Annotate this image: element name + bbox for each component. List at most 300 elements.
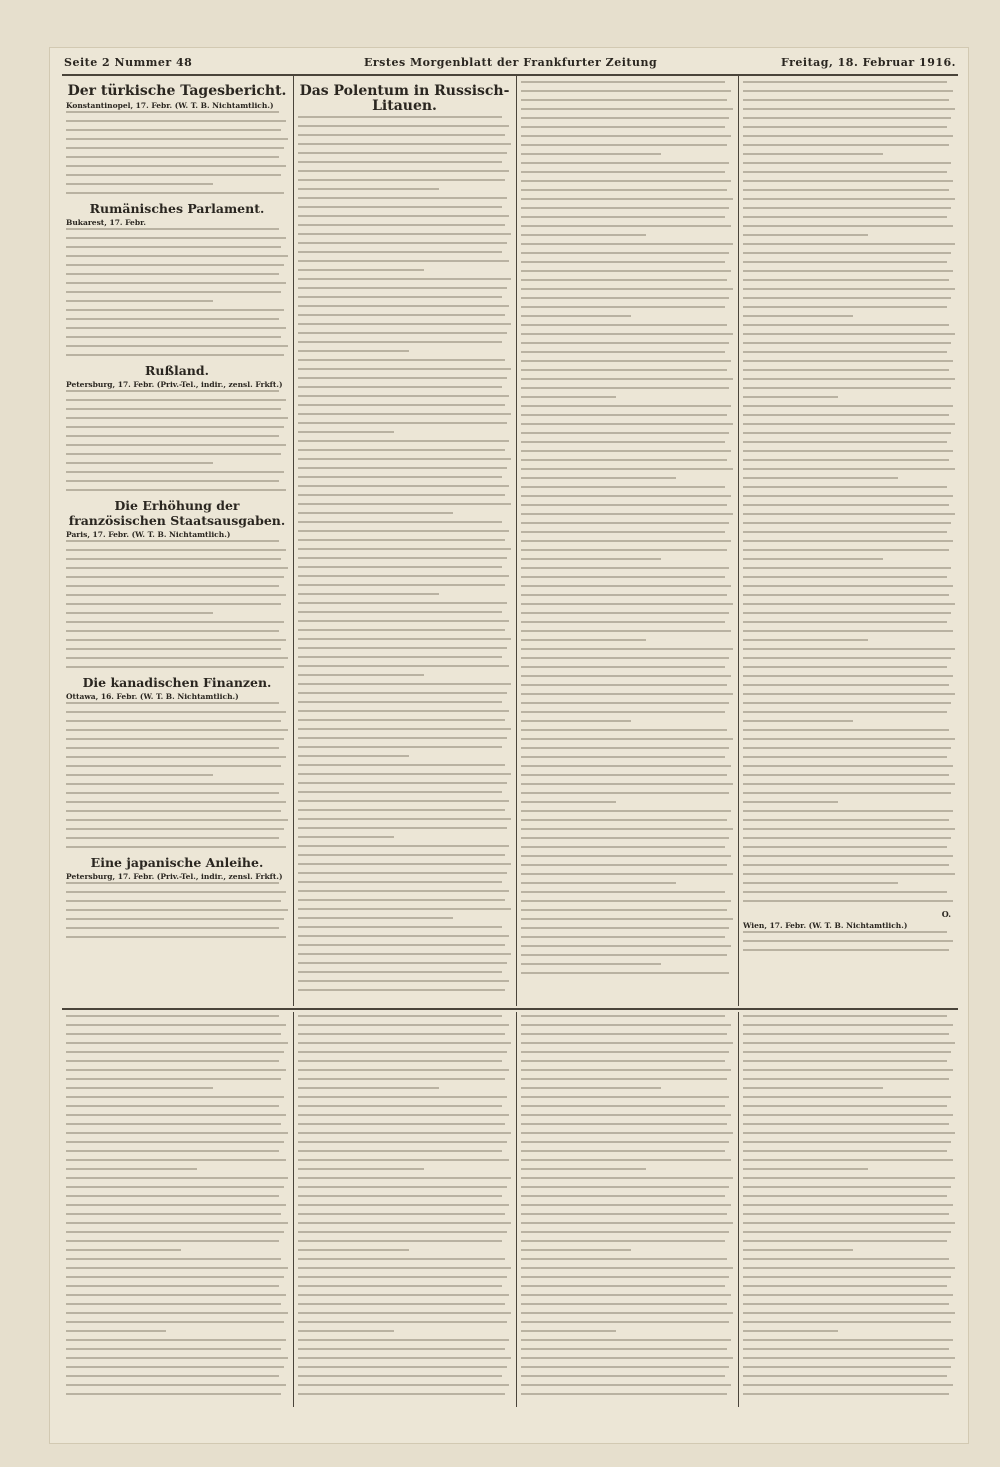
- text-line: [743, 315, 853, 317]
- text-line: [743, 1366, 951, 1368]
- text-line: [743, 1321, 951, 1323]
- text-line: [743, 801, 838, 803]
- text-line: [66, 147, 284, 149]
- text-line: [521, 1195, 725, 1197]
- text-line: [298, 179, 505, 181]
- text-line: [66, 891, 286, 893]
- text-line: [298, 1384, 509, 1386]
- text-line: [743, 828, 955, 830]
- text-line: [66, 1087, 213, 1089]
- text-line: [743, 207, 951, 209]
- text-line: [66, 900, 281, 902]
- text-line: [521, 387, 729, 389]
- section-heading: Die kanadischen Finanzen.: [82, 675, 272, 690]
- text-line: [298, 530, 509, 532]
- dateline: Konstantinopel, 17. Febr. (W. T. B. Nichtamtlich.): [66, 101, 274, 110]
- text-line: [743, 432, 951, 434]
- text-line: [521, 135, 731, 137]
- text-line: [521, 396, 616, 398]
- text-line: [743, 940, 953, 942]
- text-line: [521, 180, 731, 182]
- text-line: [743, 603, 955, 605]
- text-line: [298, 1339, 509, 1341]
- text-line: [521, 1177, 733, 1179]
- text-line: [298, 503, 511, 505]
- text-line: [66, 120, 286, 122]
- text-line: [66, 426, 284, 428]
- text-line: [66, 747, 279, 749]
- feuilleton-body: [298, 1015, 511, 1395]
- text-line: [66, 1132, 288, 1134]
- text-line: [521, 639, 646, 641]
- text-line: [743, 522, 951, 524]
- text-line: [521, 1348, 727, 1350]
- text-line: [743, 1168, 868, 1170]
- text-line: [66, 1303, 281, 1305]
- text-line: [66, 756, 286, 758]
- text-line: [521, 594, 727, 596]
- text-line: [66, 567, 288, 569]
- text-line: [298, 602, 507, 604]
- text-line: [521, 360, 731, 362]
- text-line: [521, 945, 731, 947]
- text-line: [521, 1321, 729, 1323]
- text-line: [66, 255, 288, 257]
- text-line: [743, 666, 947, 668]
- text-line: [743, 558, 883, 560]
- text-line: [298, 278, 511, 280]
- text-line: [521, 711, 725, 713]
- text-line: [66, 1249, 181, 1251]
- text-line: [298, 1015, 502, 1017]
- text-line: [298, 872, 507, 874]
- text-line: [66, 291, 281, 293]
- page-header: [64, 56, 956, 72]
- text-line: [743, 441, 947, 443]
- text-line: [66, 783, 284, 785]
- text-line: [66, 1105, 279, 1107]
- text-line: [66, 300, 213, 302]
- text-line: [743, 1285, 947, 1287]
- page-number: Seite 2 Nummer 48: [64, 56, 193, 69]
- text-line: [743, 108, 955, 110]
- text-line: [298, 719, 505, 721]
- text-line: [66, 594, 286, 596]
- text-line: [298, 1258, 505, 1260]
- text-line: [66, 1231, 284, 1233]
- text-line: [66, 111, 279, 113]
- text-line: [298, 305, 509, 307]
- text-line: [743, 594, 949, 596]
- text-line: [743, 495, 953, 497]
- text-line: [521, 243, 733, 245]
- text-line: [743, 1042, 955, 1044]
- text-line: [743, 1330, 838, 1332]
- article-body: [521, 81, 733, 974]
- text-line: [521, 468, 733, 470]
- text-line: [298, 1276, 507, 1278]
- text-line: [66, 1096, 284, 1098]
- text-line: [521, 459, 727, 461]
- text-line: [66, 327, 286, 329]
- feuilleton-rule: [62, 1008, 958, 1010]
- feuilleton-body: [66, 1015, 288, 1395]
- text-line: [743, 288, 955, 290]
- text-line: [521, 1222, 733, 1224]
- text-line: [521, 819, 727, 821]
- text-line: [298, 458, 511, 460]
- text-line: [743, 810, 953, 812]
- text-line: [743, 405, 953, 407]
- text-line: [298, 917, 453, 919]
- text-line: [298, 863, 511, 865]
- text-line: [743, 765, 953, 767]
- text-line: [521, 1150, 725, 1152]
- text-line: [521, 729, 727, 731]
- text-line: [743, 1204, 953, 1206]
- text-line: [298, 881, 502, 883]
- text-line: [66, 480, 279, 482]
- text-line: [521, 1330, 616, 1332]
- column-divider: [516, 1012, 517, 1407]
- text-line: [743, 1312, 955, 1314]
- text-line: [521, 99, 727, 101]
- text-line: [66, 1366, 284, 1368]
- text-line: [298, 233, 511, 235]
- text-line: [66, 336, 281, 338]
- text-line: [298, 629, 505, 631]
- text-line: [521, 846, 725, 848]
- text-line: [66, 603, 281, 605]
- text-line: [66, 1141, 284, 1143]
- text-line: [521, 1096, 729, 1098]
- section-heading: Die Erhöhung der französischen Staatsausgaben.: [68, 498, 286, 528]
- text-line: [743, 414, 949, 416]
- text-line: [521, 1393, 727, 1395]
- text-line: [66, 1384, 286, 1386]
- text-line: [521, 1249, 631, 1251]
- text-line: [521, 1159, 731, 1161]
- text-line: [521, 783, 733, 785]
- text-line: [298, 323, 511, 325]
- column-divider: [516, 76, 517, 1006]
- text-line: [521, 1087, 661, 1089]
- text-line: [521, 1357, 733, 1359]
- text-line: [66, 246, 281, 248]
- text-line: [298, 656, 502, 658]
- text-line: [66, 774, 213, 776]
- text-line: [743, 1240, 947, 1242]
- text-line: [298, 143, 511, 145]
- text-line: [298, 1285, 502, 1287]
- text-line: [298, 548, 511, 550]
- text-line: [521, 900, 731, 902]
- text-line: [66, 1294, 286, 1296]
- text-line: [298, 485, 509, 487]
- text-line: [298, 1321, 507, 1323]
- text-line: [521, 558, 661, 560]
- text-line: [66, 1015, 279, 1017]
- text-line: [521, 315, 631, 317]
- text-line: [743, 1087, 883, 1089]
- text-line: [743, 1258, 949, 1260]
- text-line: [298, 773, 511, 775]
- text-line: [743, 450, 953, 452]
- text-line: [521, 1231, 729, 1233]
- text-line: [743, 720, 853, 722]
- text-line: [298, 1150, 502, 1152]
- text-line: [743, 882, 898, 884]
- article-body: [66, 111, 288, 194]
- text-line: [521, 162, 729, 164]
- dateline: Petersburg, 17. Febr. (Priv.-Tel., indir., zensl. Frkft.): [66, 872, 283, 881]
- text-line: [298, 296, 502, 298]
- text-line: [298, 1375, 502, 1377]
- text-line: [521, 954, 727, 956]
- text-line: [298, 1204, 509, 1206]
- text-line: [521, 720, 631, 722]
- text-line: [298, 935, 509, 937]
- column-divider: [293, 1012, 294, 1407]
- text-line: [66, 837, 279, 839]
- text-line: [298, 1222, 511, 1224]
- text-line: [743, 639, 868, 641]
- text-line: [521, 1240, 725, 1242]
- article-signature: O.: [941, 909, 951, 919]
- text-line: [298, 377, 507, 379]
- text-line: [521, 765, 731, 767]
- text-line: [743, 126, 947, 128]
- text-line: [521, 531, 725, 533]
- text-line: [66, 1069, 286, 1071]
- text-line: [521, 207, 729, 209]
- text-line: [298, 386, 502, 388]
- text-line: [743, 270, 953, 272]
- text-line: [298, 134, 505, 136]
- header-rule: [62, 74, 958, 76]
- text-line: [66, 1339, 286, 1341]
- text-line: [743, 1249, 853, 1251]
- text-line: [521, 774, 727, 776]
- text-line: [743, 351, 947, 353]
- text-line: [521, 1285, 725, 1287]
- text-line: [743, 531, 947, 533]
- text-line: [298, 1141, 507, 1143]
- text-line: [66, 765, 281, 767]
- text-line: [743, 900, 953, 902]
- column-3: [521, 80, 733, 1006]
- text-line: [521, 450, 731, 452]
- text-line: [66, 444, 286, 446]
- text-line: [66, 738, 284, 740]
- text-line: [743, 729, 949, 731]
- text-line: [521, 621, 725, 623]
- text-line: [298, 980, 509, 982]
- dateline: Bukarest, 17. Febr.: [66, 218, 146, 227]
- text-line: [521, 1051, 729, 1053]
- text-line: [743, 630, 953, 632]
- text-line: [743, 1069, 953, 1071]
- text-line: [66, 621, 284, 623]
- text-line: [298, 1357, 511, 1359]
- text-line: [521, 513, 733, 515]
- text-line: [66, 408, 281, 410]
- article-body: [298, 116, 511, 991]
- text-line: [298, 224, 505, 226]
- text-line: [743, 675, 953, 677]
- text-line: [743, 486, 947, 488]
- column-divider: [293, 76, 294, 1006]
- dateline: Ottawa, 16. Febr. (W. T. B. Nichtamtlich.): [66, 692, 239, 701]
- text-line: [66, 612, 213, 614]
- text-line: [66, 657, 288, 659]
- text-line: [66, 828, 284, 830]
- text-line: [743, 949, 949, 951]
- text-line: [521, 936, 725, 938]
- text-line: [521, 108, 733, 110]
- text-line: [521, 216, 725, 218]
- newspaper-name: Erstes Morgenblatt der Frankfurter Zeitung: [364, 56, 658, 69]
- text-line: [298, 188, 439, 190]
- text-line: [298, 755, 409, 757]
- text-line: [521, 1033, 727, 1035]
- text-line: [298, 1366, 507, 1368]
- text-line: [298, 1159, 509, 1161]
- text-line: [743, 1393, 949, 1395]
- text-line: [298, 251, 502, 253]
- article-body: [66, 540, 288, 668]
- text-line: [298, 431, 394, 433]
- feuilleton-column-2: [298, 1014, 511, 1407]
- text-line: [521, 702, 729, 704]
- text-line: [743, 819, 949, 821]
- text-line: [743, 783, 955, 785]
- text-line: [521, 1186, 729, 1188]
- text-line: [298, 1348, 505, 1350]
- text-line: [521, 603, 733, 605]
- article-title: Der türkische Tagesbericht.: [67, 83, 287, 99]
- text-line: [298, 215, 509, 217]
- text-line: [521, 522, 729, 524]
- text-line: [66, 639, 286, 641]
- text-line: [66, 129, 281, 131]
- text-line: [521, 1267, 733, 1269]
- text-line: [298, 1249, 409, 1251]
- text-line: [66, 1285, 279, 1287]
- text-line: [66, 1159, 286, 1161]
- text-line: [521, 441, 725, 443]
- text-line: [66, 792, 279, 794]
- text-line: [743, 468, 955, 470]
- text-line: [743, 837, 951, 839]
- text-line: [521, 306, 725, 308]
- text-line: [298, 791, 502, 793]
- text-line: [66, 228, 279, 230]
- text-line: [66, 819, 288, 821]
- text-line: [743, 931, 947, 933]
- dateline: Paris, 17. Febr. (W. T. B. Nichtamtlich.): [66, 530, 231, 539]
- text-line: [521, 810, 731, 812]
- text-line: [521, 414, 727, 416]
- text-line: [66, 1276, 284, 1278]
- text-line: [521, 612, 729, 614]
- text-line: [521, 342, 729, 344]
- text-line: [298, 1231, 507, 1233]
- text-line: [743, 378, 955, 380]
- text-line: [521, 675, 731, 677]
- text-line: [743, 1195, 947, 1197]
- text-line: [743, 846, 947, 848]
- text-line: [743, 1159, 953, 1161]
- text-line: [743, 459, 949, 461]
- text-line: [521, 495, 731, 497]
- text-line: [298, 989, 505, 991]
- issue-date: Freitag, 18. Februar 1916.: [780, 56, 956, 69]
- text-line: [298, 944, 505, 946]
- text-line: [298, 350, 409, 352]
- text-line: [298, 1240, 502, 1242]
- column-divider: [738, 76, 739, 1006]
- text-line: [298, 1168, 424, 1170]
- text-line: [521, 1312, 733, 1314]
- text-line: [521, 684, 727, 686]
- text-line: [66, 882, 279, 884]
- text-line: [743, 1186, 951, 1188]
- text-line: [66, 666, 284, 668]
- text-line: [298, 1051, 507, 1053]
- text-line: [298, 593, 439, 595]
- text-line: [743, 693, 955, 695]
- text-line: [298, 746, 502, 748]
- column-divider: [738, 1012, 739, 1407]
- text-line: [298, 467, 507, 469]
- text-line: [743, 1033, 949, 1035]
- text-line: [743, 585, 953, 587]
- text-line: [66, 318, 279, 320]
- text-line: [743, 1060, 947, 1062]
- text-line: [66, 435, 279, 437]
- text-line: [743, 369, 949, 371]
- text-line: [66, 540, 279, 542]
- text-line: [298, 404, 505, 406]
- text-line: [298, 1060, 502, 1062]
- text-line: [66, 846, 286, 848]
- column-2: [298, 80, 511, 1006]
- text-line: [66, 936, 286, 938]
- text-line: [298, 1213, 505, 1215]
- text-line: [743, 1051, 951, 1053]
- text-line: [298, 413, 511, 415]
- text-line: [298, 683, 511, 685]
- text-line: [66, 549, 286, 551]
- text-line: [66, 1357, 288, 1359]
- text-line: [743, 756, 947, 758]
- text-line: [66, 462, 213, 464]
- text-line: [66, 729, 288, 731]
- text-line: [66, 237, 286, 239]
- text-line: [521, 873, 733, 875]
- text-line: [743, 657, 951, 659]
- text-line: [521, 1069, 731, 1071]
- text-line: [298, 1132, 511, 1134]
- text-line: [521, 1123, 727, 1125]
- text-line: [743, 1024, 953, 1026]
- text-line: [743, 423, 955, 425]
- text-line: [521, 909, 727, 911]
- text-line: [743, 513, 955, 515]
- text-line: [66, 174, 281, 176]
- text-line: [521, 1375, 725, 1377]
